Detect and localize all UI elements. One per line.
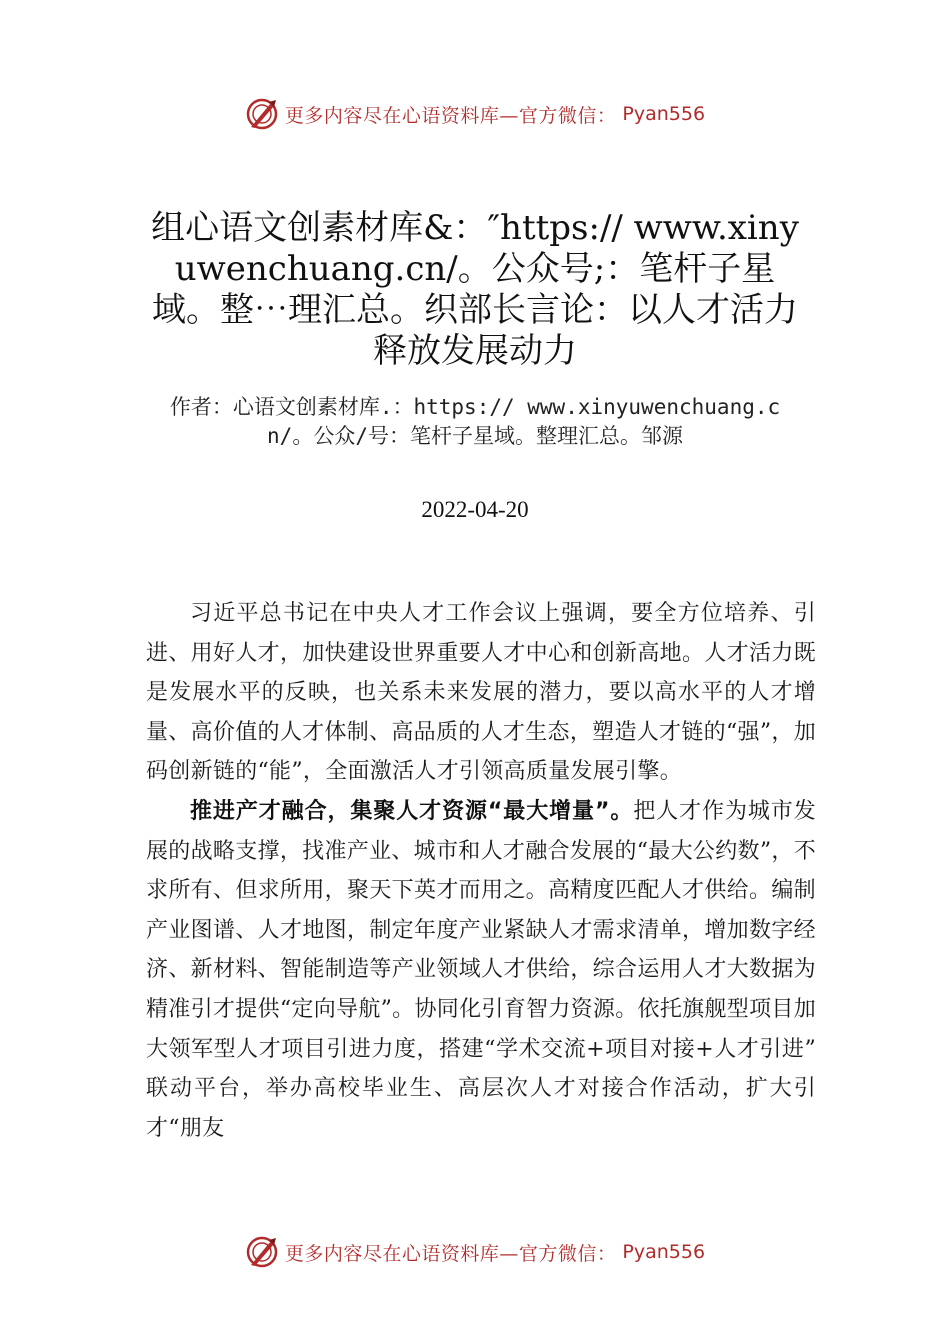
paragraph-lead: 推进产才融合，集聚人才资源“最大增量”。 (190, 798, 634, 824)
article-title: 组心语文创素材库&：″https:// www.xinyuwenchuang.cn/。公众号;：笔杆子星域。整⋯理汇总。织部长言论：以人才活力释放发展动力 (151, 208, 799, 371)
banner-promo-text: 更多内容尽在心语资料库—官方微信： (284, 1242, 617, 1265)
quill-seal-icon (245, 1235, 279, 1269)
article-date: 2022-04-20 (421, 497, 529, 522)
article-body (146, 594, 816, 1148)
banner-wechat-id: Pyan556 (622, 1241, 706, 1263)
paragraph-intro: 习近平总书记在中央人才工作会议上强调，要全方位培养、引进、用好人才，加快建设世界重要人才中心和创新高地。人才活力既是发展水平的反映，也关系未来发展的潜力，要以高水平的人才增量、高价值的人才体制、高品质的人才生态，塑造人才链的“强”，加码创新链的“能”，全面激活人才引领高质量发展引擎。 (146, 601, 816, 785)
article-author: 作者：心语文创素材库.：https:// www.xinyuwenchuang.cn/。公众/号：笔杆子星域。整理汇总。邹源 (169, 395, 781, 448)
paragraph-body: 把人才作为城市发展的战略支撑，找准产业、城市和人才融合发展的“最大公约数”，不求所有、但求所用，聚天下英才而用之。高精度匹配人才供给。编制产业图谱、人才地图，制定年度产业紧缺人才需求清单，增加数字经济、新材料、智能制造等产业领域人才供给，综合运用人才大数据为精准引才提供“定向导航”。协同化引育智力资源。依托旗舰型项目加大领军型人才项目引进力度，搭建“学术交流+项目对接+人才引进” 联动平台，举办高校毕业生、高层次人才对接合作活动，扩大引才“朋友 (146, 798, 817, 1141)
paragraph-talent-integration (146, 792, 816, 1148)
footer-banner (0, 1230, 950, 1274)
banner-wechat-id: Pyan556 (622, 103, 706, 125)
quill-seal-icon (245, 97, 279, 131)
banner-promo-text: 更多内容尽在心语资料库—官方微信： (284, 104, 617, 127)
header-banner (0, 92, 950, 136)
